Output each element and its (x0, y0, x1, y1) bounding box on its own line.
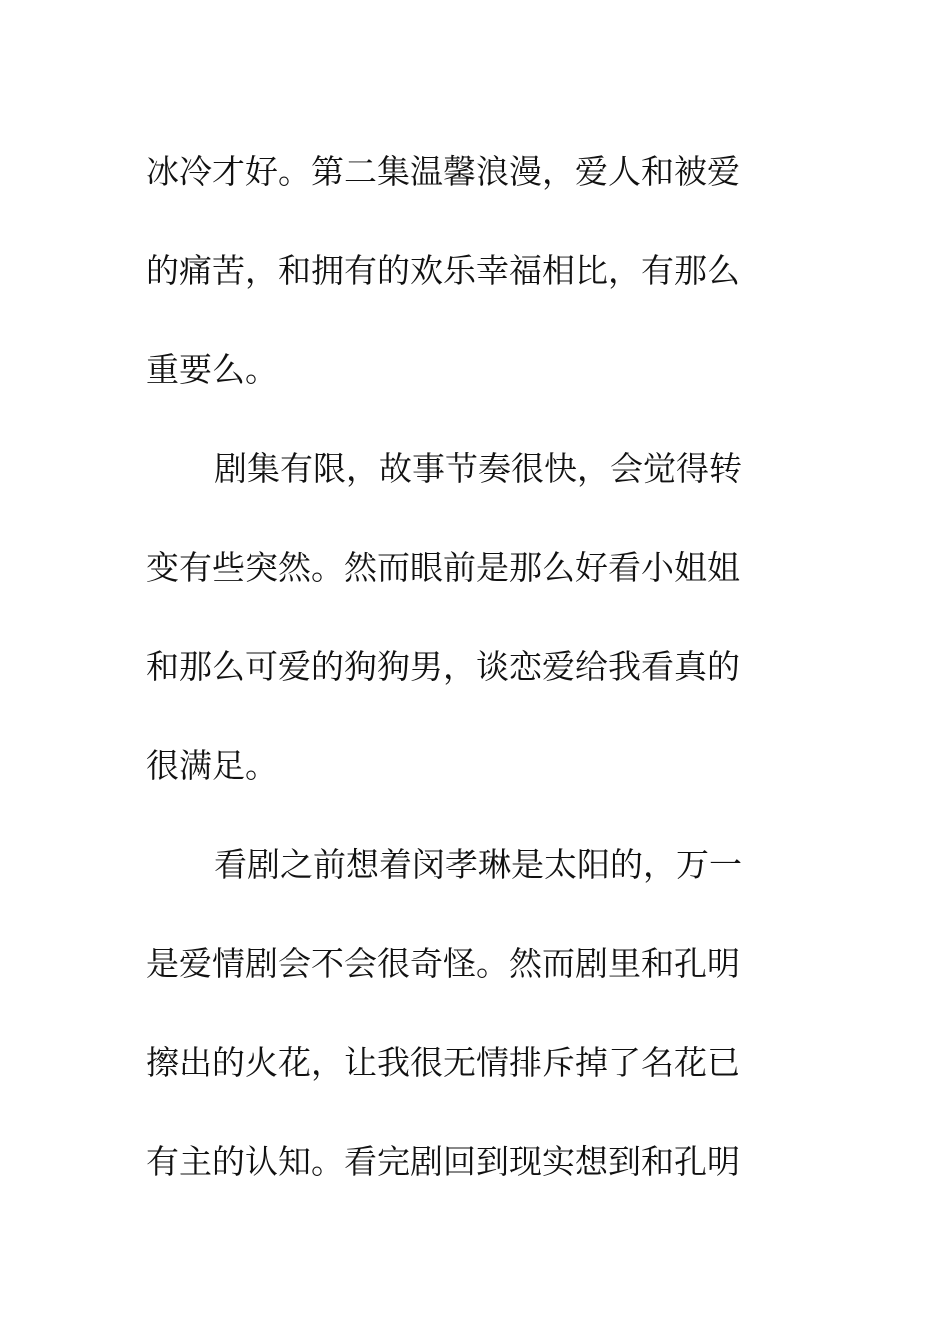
body-text (146, 122, 786, 1211)
text-line: 剧集有限，故事节奏很快，会觉得转 (214, 449, 742, 488)
text-line: 的痛苦，和拥有的欢乐幸福相比，有那么 (146, 251, 740, 290)
text-line: 有主的认知。看完剧回到现实想到和孔明 (146, 1142, 740, 1181)
text-line: 变有些突然。然而眼前是那么好看小姐姐 (146, 548, 740, 587)
paragraph-1 (146, 122, 786, 419)
paragraph-3 (146, 815, 786, 1211)
text-line: 是爱情剧会不会很奇怪。然而剧里和孔明 (146, 944, 740, 983)
text-line: 擦出的火花，让我很无情排斥掉了名花已 (146, 1043, 740, 1082)
text-line: 冰冷才好。第二集温馨浪漫，爱人和被爱 (146, 152, 740, 191)
text-line: 重要么。 (146, 350, 278, 389)
paragraph-2 (146, 419, 786, 815)
text-line: 和那么可爱的狗狗男，谈恋爱给我看真的 (146, 647, 740, 686)
text-line: 看剧之前想着闵孝琳是太阳的，万一 (214, 845, 742, 884)
text-line: 很满足。 (146, 746, 278, 785)
